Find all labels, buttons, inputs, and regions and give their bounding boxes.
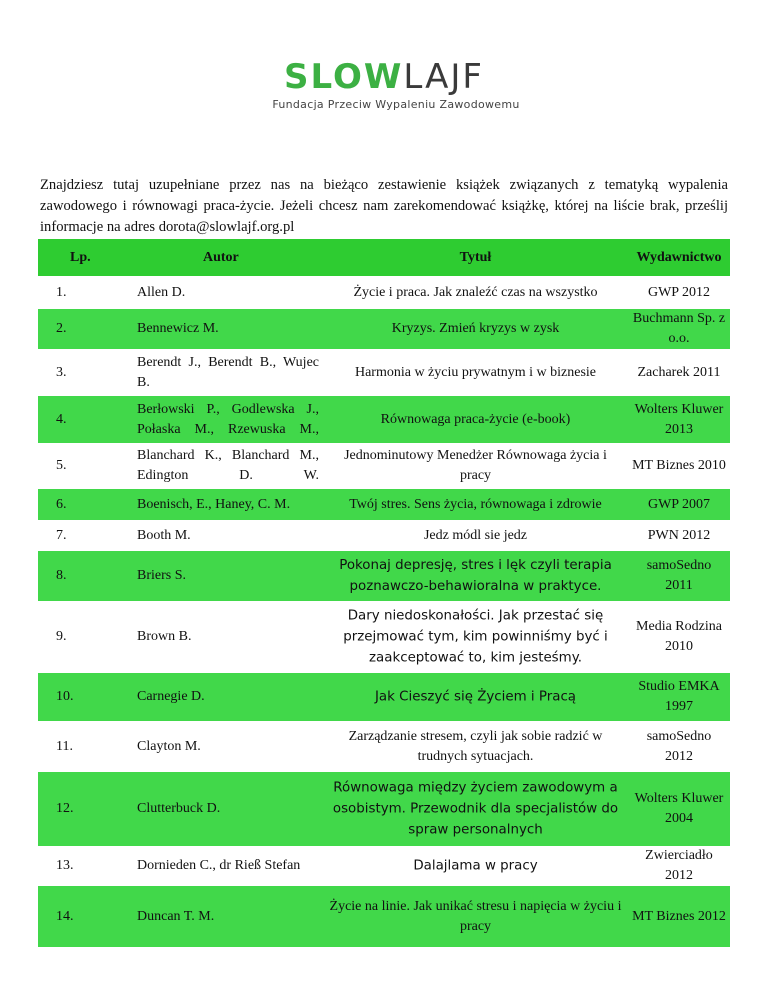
row-publisher: samoSedno 2011	[646, 558, 712, 593]
header-publisher: Wydawnictwo	[636, 249, 722, 265]
row-author: Duncan T. M.	[137, 908, 215, 924]
row-author: Brown B.	[137, 629, 192, 644]
table-row	[38, 846, 730, 886]
row-publisher: PWN 2012	[647, 527, 711, 543]
row-num: 12.	[56, 801, 74, 816]
row-num: 1.	[56, 284, 67, 300]
row-publisher: samoSedno 2012	[646, 728, 712, 764]
row-publisher: MT Biznes 2012	[632, 908, 726, 924]
row-num: 6.	[56, 496, 67, 512]
header-author: Autor	[203, 249, 239, 265]
logo-subtitle: Fundacja Przeciw Wypaleniu Zawodowemu	[272, 98, 520, 111]
row-num: 4.	[56, 411, 67, 427]
row-num: 11.	[56, 738, 73, 754]
row-title: Pokonaj depresję, stres i lęk czyli terapia poznawczo-behawioralna w praktyce.	[339, 558, 612, 594]
row-title: Dary niedoskonałości. Jak przestać się przejmować tym, kim powinniśmy być i zaakceptować to, kim jesteśmy.	[343, 608, 608, 666]
header-num: Lp.	[70, 249, 91, 265]
row-title: Życie na linie. Jak unikać stresu i napięcia w życiu i pracy	[329, 898, 622, 934]
row-num: 10.	[56, 689, 74, 704]
table-row	[38, 601, 730, 673]
row-num: 8.	[56, 568, 67, 583]
table-row	[38, 772, 730, 846]
table-row	[38, 551, 730, 601]
logo-lajf: LAJF	[403, 57, 484, 97]
row-author: Blanchard K., Blanchard M., Edington D. W.	[137, 448, 319, 483]
row-title: Twój stres. Sens życia, równowaga i zdrowie	[349, 496, 602, 512]
logo-wordmark	[284, 57, 484, 97]
table-row	[38, 489, 730, 520]
table-row	[38, 349, 730, 396]
row-title: Dalajlama w pracy	[413, 858, 538, 874]
logo-slow: SLOW	[284, 57, 404, 97]
row-publisher: GWP 2007	[647, 496, 711, 512]
intro-paragraph	[40, 175, 728, 238]
row-publisher: Zwierciadło 2012	[645, 848, 713, 883]
row-title: Życie i praca. Jak znaleźć czas na wszystko	[353, 284, 598, 300]
row-title: Równowaga praca-życie (e-book)	[380, 411, 571, 427]
row-title: Jedz módl sie jedz	[423, 527, 528, 543]
table-row	[38, 443, 730, 489]
logo	[0, 57, 768, 111]
row-author: Dornieden C., dr Rieß Stefan	[137, 858, 301, 873]
table-row	[38, 721, 730, 772]
book-table	[38, 239, 730, 947]
row-author: Allen D.	[137, 284, 186, 300]
row-num: 14.	[56, 908, 74, 924]
row-title: Równowaga między życiem zawodowym a osobistym. Przewodnik dla specjalistów do spraw personalnych	[332, 780, 619, 838]
row-author: Briers S.	[137, 568, 186, 583]
row-author: Booth M.	[137, 527, 191, 543]
row-title: Kryzys. Zmień kryzys w zysk	[391, 321, 560, 336]
row-publisher: Wolters Kluwer 2013	[634, 401, 724, 437]
row-num: 13.	[56, 858, 74, 873]
row-author: Bennewicz M.	[137, 321, 219, 336]
table-row	[38, 396, 730, 443]
row-publisher: GWP 2012	[647, 284, 711, 300]
table-header	[38, 239, 730, 276]
row-publisher: Media Rodzina 2010	[636, 619, 722, 654]
table-row	[38, 276, 730, 309]
row-publisher: Wolters Kluwer 2004	[634, 791, 724, 826]
header-title: Tytuł	[459, 249, 492, 265]
row-title: Harmonia w życiu prywatnym i w biznesie	[354, 364, 597, 380]
row-num: 3.	[56, 364, 67, 380]
table-row	[38, 673, 730, 721]
table-row	[38, 886, 730, 947]
row-publisher: Zacharek 2011	[637, 364, 721, 380]
table-row	[38, 520, 730, 551]
table-row	[38, 309, 730, 349]
row-num: 9.	[56, 629, 67, 644]
row-author: Clayton M.	[137, 738, 201, 754]
row-author: Boenisch, E., Haney, C. M.	[137, 496, 291, 512]
row-title: Zarządzanie stresem, czyli jak sobie radzić w trudnych sytuacjach.	[348, 728, 603, 764]
row-num: 5.	[56, 458, 67, 473]
intro-text: Znajdziesz tutaj uzupełniane przez nas na bieżąco zestawienie książek związanych z tematyką wypalenia zawodowego i równowagi praca-życie. Jeżeli chcesz nam zarekomendować książkę, której na liście brak, prześlij informacje na adres dorota@slowlajf.org.pl	[40, 177, 728, 235]
row-author: Berłowski P., Godlewska J., Połaska M., Rzewuska M.,	[137, 401, 319, 437]
row-title: Jak Cieszyć się Życiem i Pracą	[374, 689, 577, 705]
row-num: 2.	[56, 321, 67, 336]
row-author: Clutterbuck D.	[137, 801, 221, 816]
row-publisher: Buchmann Sp. z o.o.	[632, 311, 726, 346]
row-author: Berendt J., Berendt B., Wujec B.	[137, 354, 319, 390]
row-num: 7.	[56, 527, 67, 543]
row-publisher: Studio EMKA 1997	[638, 679, 720, 714]
row-title: Jednominutowy Menedżer Równowaga życia i pracy	[344, 448, 607, 483]
row-author: Carnegie D.	[137, 689, 205, 704]
row-publisher: MT Biznes 2010	[632, 458, 726, 473]
